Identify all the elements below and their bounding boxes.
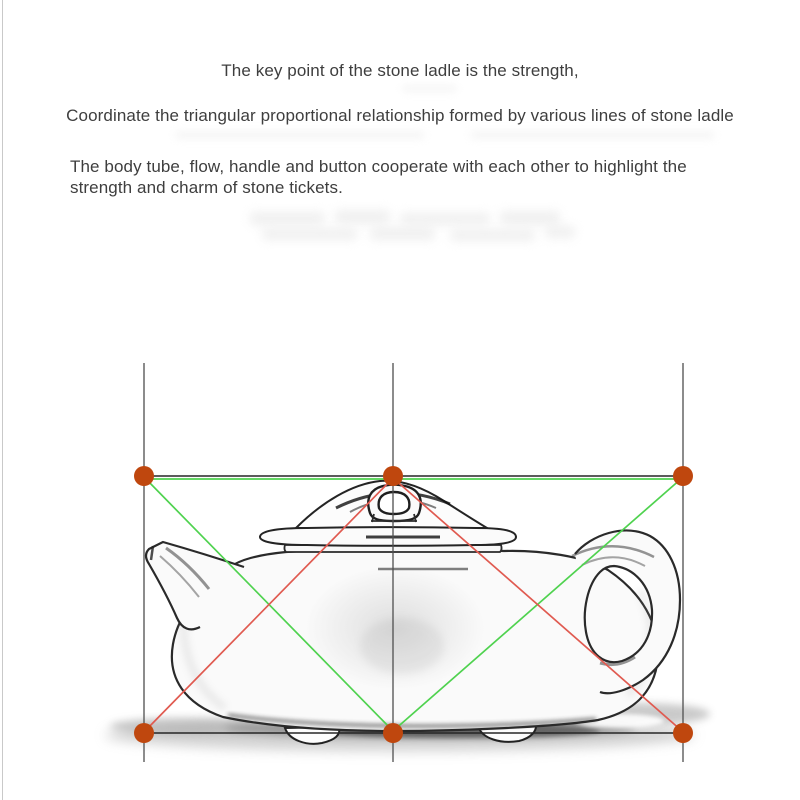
guide-dot (673, 723, 693, 743)
teapot-lid-dome (296, 481, 487, 528)
guide-green-line (393, 478, 682, 731)
teapot-shadow (105, 703, 710, 751)
guide-red-line (393, 478, 682, 731)
headline-line1: The key point of the stone ladle is the strength, (221, 61, 579, 80)
faded-text-artifact (250, 212, 325, 225)
faded-text-artifact (402, 85, 457, 92)
teapot-body-shading (184, 566, 652, 726)
guide-green-line (145, 478, 393, 731)
body-paragraph: The body tube, flow, handle and button cooperate with each other to highlight the strength and charm of stone tickets. (70, 157, 687, 197)
headline-line2: Coordinate the triangular proportional relationship formed by various lines of stone ladle (66, 106, 734, 125)
teapot-feet (285, 724, 536, 744)
teapot-handle (572, 531, 680, 694)
guide-dot (134, 723, 154, 743)
teapot-lid-dome-shading (336, 493, 450, 512)
faded-text-artifact (450, 229, 535, 241)
faded-text-artifact (335, 210, 390, 224)
teapot-knob (368, 485, 421, 523)
teapot-lid-seat (284, 545, 501, 552)
faded-text-artifact (545, 226, 575, 238)
faded-text-artifact (500, 211, 560, 225)
teapot-lid-rim-shading (350, 534, 486, 569)
guide-dot (673, 466, 693, 486)
faded-text-artifact (370, 227, 435, 240)
faded-text-artifact (470, 131, 715, 139)
faded-text-artifact (262, 228, 357, 240)
guide-red-line (145, 478, 393, 731)
teapot-body (172, 549, 658, 731)
teapot-spout (146, 542, 244, 629)
faded-text-artifact (400, 213, 490, 225)
faded-text-artifact (175, 131, 425, 139)
guide-dot (383, 723, 403, 743)
guide-dot (383, 466, 403, 486)
guide-dot (134, 466, 154, 486)
teapot-lid-rim (260, 527, 516, 546)
